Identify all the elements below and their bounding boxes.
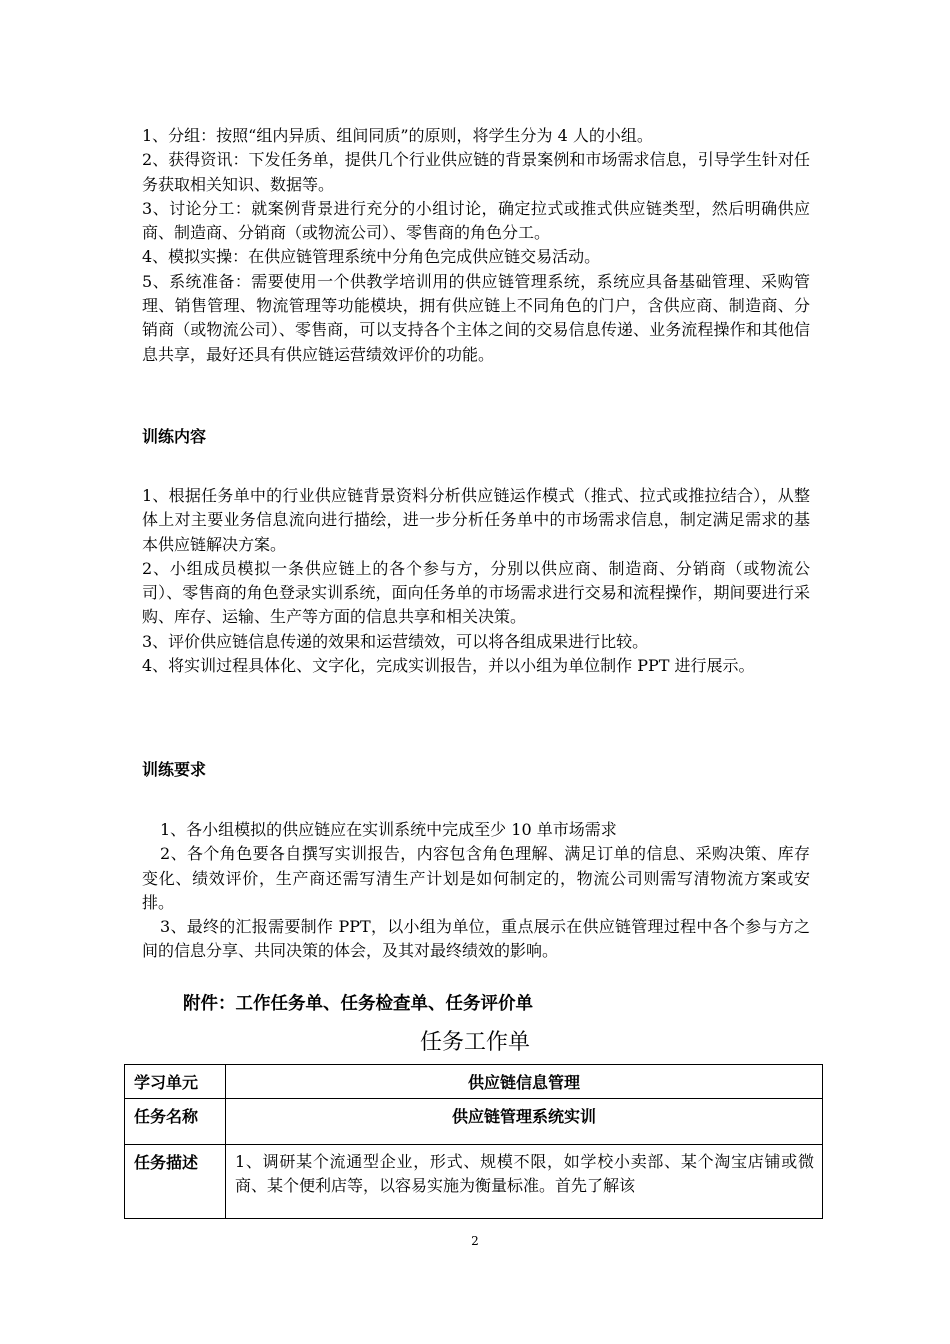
training-content-heading: 训练内容 bbox=[142, 427, 207, 446]
form-title: 任务工作单 bbox=[419, 1030, 530, 1055]
prep-step-1: 1、分组：按照“组内异质、组间同质”的原则，将学生分为 4 人的小组。 bbox=[142, 126, 653, 145]
content-item-2: 2、小组成员模拟一条供应链上的各个参与方，分别以供应商、制造商、分销商（或物流公司）、零售商的角色登录实训系统，面向任务单的市场需求进行交易和流程操作，期间要进行采购、库存、运输、生产等方面的信息共享和相关决策。 bbox=[142, 558, 810, 627]
row-value: 供应链管理系统实训 bbox=[226, 1099, 823, 1145]
table-row bbox=[125, 1145, 823, 1219]
content-item-4: 4、将实训过程具体化、文字化，完成实训报告，并以小组为单位制作 PPT 进行展示。 bbox=[142, 656, 755, 676]
requirement-item-1: 1、各小组模拟的供应链应在实训系统中完成至少 10 单市场需求 bbox=[160, 820, 617, 839]
training-requirements-heading: 训练要求 bbox=[142, 760, 207, 779]
requirement-item-2: 2、各个角色要各自撰写实训报告，内容包含角色理解、满足订单的信息、采购决策、库存变化、绩效评价，生产商还需写清生产计划是如何制定的，物流公司则需写清物流方案或安排。 bbox=[142, 844, 810, 912]
table-row bbox=[125, 1099, 823, 1145]
row-label: 任务描述 bbox=[125, 1145, 226, 1219]
prep-step-4: 4、模拟实操：在供应链管理系统中分角色完成供应链交易活动。 bbox=[142, 247, 601, 267]
attachment-note: 附件：工作任务单、任务检查单、任务评价单 bbox=[183, 994, 533, 1014]
training-content-list bbox=[142, 484, 810, 678]
row-value: 供应链信息管理 bbox=[226, 1065, 823, 1099]
row-label: 任务名称 bbox=[125, 1099, 226, 1145]
table-row bbox=[125, 1065, 823, 1099]
prep-step-5: 5、系统准备：需要使用一个供教学培训用的供应链管理系统，系统应具备基础管理、采购管理、销售管理、物流管理等功能模块，拥有供应链上不同角色的门户，含供应商、制造商、分销商（或物流公司）、零售商，可以支持各个主体之间的交易信息传递、业务流程操作和其他信息共享，最好还具有供应链运营绩效评价的功能。 bbox=[142, 271, 810, 364]
row-value: 1、调研某个流通型企业，形式、规模不限，如学校小卖部、某个淘宝店铺或微商、某个便利店等，以容易实施为衡量标准。首先了解该 bbox=[226, 1145, 823, 1219]
prep-step-3: 3、讨论分工：就案例背景进行充分的小组讨论，确定拉式或推式供应链类型，然后明确供应商、制造商、分销商（或物流公司）、零售商的角色分工。 bbox=[142, 198, 810, 243]
content-item-1: 1、根据任务单中的行业供应链背景资料分析供应链运作模式（推式、拉式或推拉结合），从整体上对主要业务信息流向进行描绘，进一步分析任务单中的市场需求信息，制定满足需求的基本供应链解决方案。 bbox=[142, 486, 810, 554]
requirement-item-3: 3、最终的汇报需要制作 PPT，以小组为单位，重点展示在供应链管理过程中各个参与方之间的信息分享、共同决策的体会，及其对最终绩效的影响。 bbox=[142, 917, 810, 961]
prep-step-2: 2、获得资讯：下发任务单，提供几个行业供应链的背景案例和市场需求信息，引导学生针对任务获取相关知识、数据等。 bbox=[142, 150, 810, 194]
page-number: 2 bbox=[471, 1234, 479, 1248]
preparation-steps bbox=[142, 124, 810, 367]
content-item-3: 3、评价供应链信息传递的效果和运营绩效，可以将各组成果进行比较。 bbox=[142, 631, 649, 651]
row-label: 学习单元 bbox=[125, 1065, 226, 1099]
task-worksheet-table bbox=[124, 1064, 823, 1219]
training-requirements-list bbox=[142, 818, 810, 964]
